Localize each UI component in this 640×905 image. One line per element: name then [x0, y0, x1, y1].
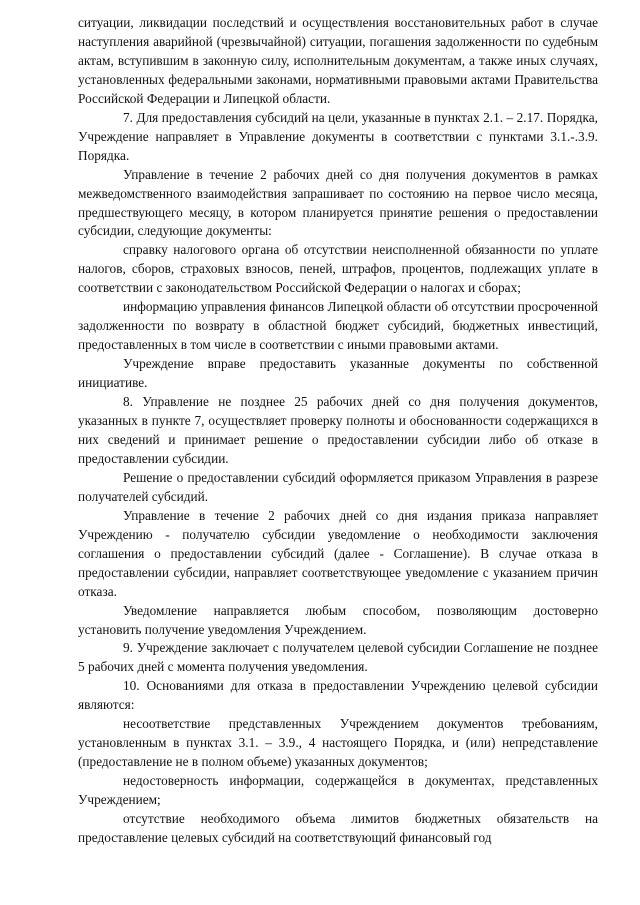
paragraph-1: 7. Для предоставления субсидий на цели, указанные в пунктах 2.1. – 2.17. Порядка, Учреждение направляет в Управление документы в соответствии с пунктами 3.1.-.3.9. Порядка.	[78, 109, 598, 163]
paragraph-13: недостоверность информации, содержащейся в документах, представленных Учреждением;	[78, 773, 598, 808]
paragraph-2: Управление в течение 2 рабочих дней со дня получения документов в рамках межведомственного взаимодействия запрашивает по состоянию на первое число месяца, предшествующего месяцу, в котором планируется принятие решения о предоставлении субсидии, следующие документы:	[78, 166, 598, 239]
paragraph-11: 10. Основаниями для отказа в предоставлении Учреждению целевой субсидии являются:	[78, 678, 598, 713]
paragraph-10: 9. Учреждение заключает с получателем целевой субсидии Соглашение не позднее 5 рабочих дней с момента получения уведомления.	[78, 640, 598, 675]
paragraph-4: информацию управления финансов Липецкой области об отсутствии просроченной задолженности по возврату в областной бюджет субсидий, бюджетных инвестиций, предоставленных в том числе в соответствии с иными правовыми актами.	[78, 299, 598, 353]
paragraph-5: Учреждение вправе предоставить указанные документы по собственной инициативе.	[78, 356, 598, 391]
paragraph-9: Уведомление направляется любым способом, позволяющим достоверно установить получение уведомления Учреждением.	[78, 602, 598, 637]
paragraph-14: отсутствие необходимого объема лимитов бюджетных обязательств на предоставление целевых субсидий на соответствующий финансовый год	[78, 811, 598, 845]
paragraph-0: ситуации, ликвидации последствий и осуществления восстановительных работ в случае наступления аварийной (чрезвычайной) ситуации, погашения задолженности по судебным актам, вступившим в законную силу, исполнительным документам, а также иных случаях, установленных федеральными законами, нормативными правовыми актами Правительства Российской Федерации и Липецкой области.	[78, 15, 598, 106]
paragraph-6: 8. Управление не позднее 25 рабочих дней со дня получения документов, указанных в пункте 7, осуществляет проверку полноты и обоснованности содержащихся в них сведений и принимает решение о предоставлении субсидии либо об отказе в предоставлении субсидии.	[78, 394, 598, 466]
paragraph-12: несоответствие представленных Учреждением документов требованиям, установленным в пунктах 3.1. – 3.9., 4 настоящего Порядка, и (или) непредставление (предоставление не в полном объеме) указанных документов;	[78, 716, 598, 770]
paragraph-3: справку налогового органа об отсутствии неисполненной обязанности по уплате налогов, сборов, страховых взносов, пеней, штрафов, процентов, подлежащих уплате в соответствии с законодательством Российской Федерации о налогах и сборах;	[78, 242, 598, 296]
document-page	[78, 14, 598, 848]
paragraph-8: Управление в течение 2 рабочих дней со дня издания приказа направляет Учреждению - получателю субсидии уведомление о необходимости заключения соглашения о предоставлении субсидий (далее - Соглашение). В случае отказа в предоставлении субсидии, направляет соответствующее уведомление с указанием причин отказа.	[78, 507, 598, 599]
paragraph-7: Решение о предоставлении субсидий оформляется приказом Управления в разрезе получателей субсидий.	[78, 469, 598, 504]
